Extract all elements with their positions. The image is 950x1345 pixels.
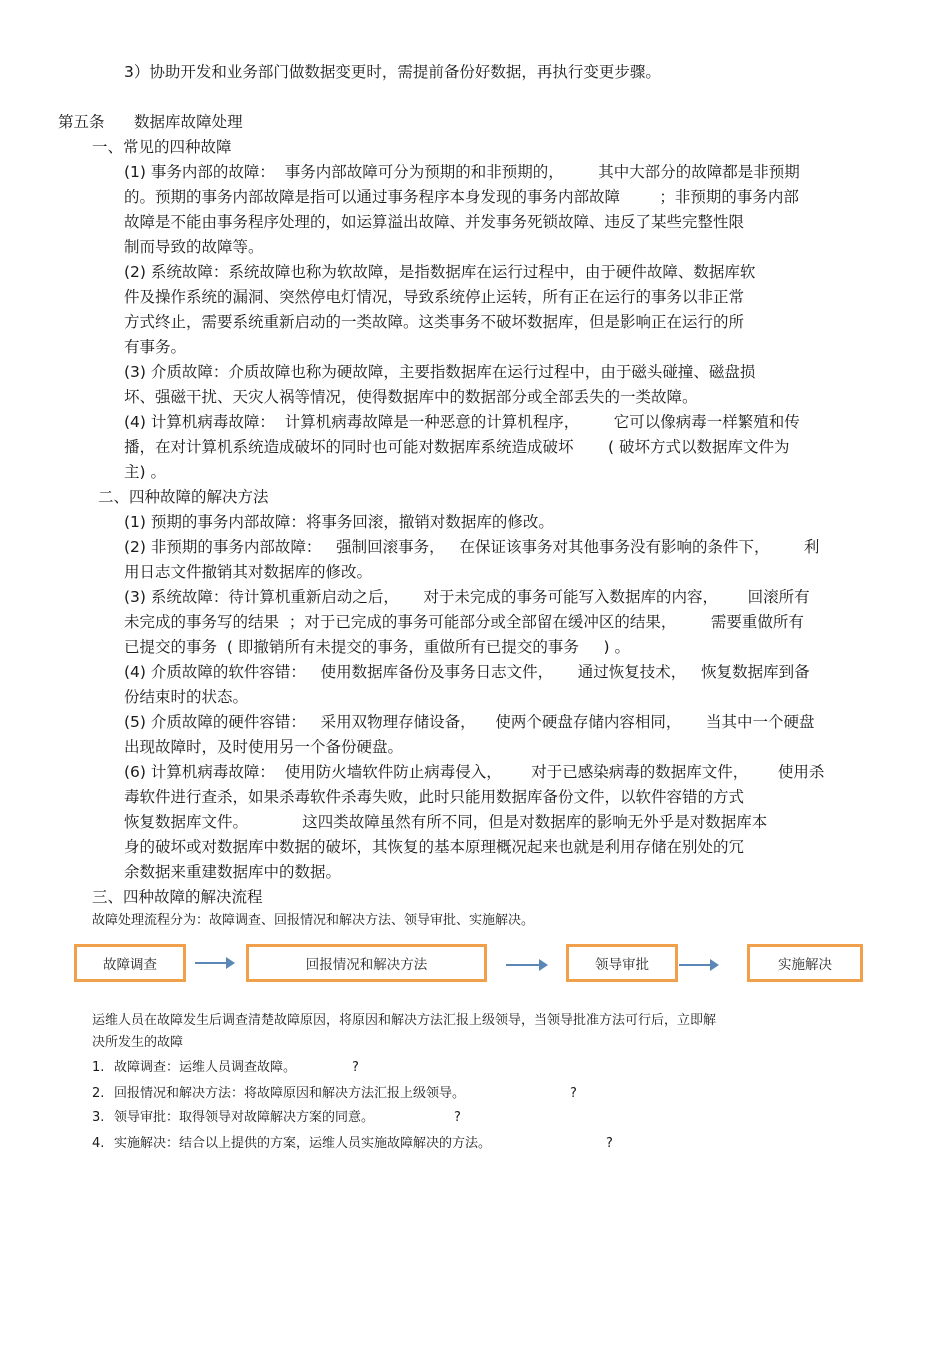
text-line: (3) 介质故障：介质故障也称为硬故障，主要指数据库在运行过程中，由于磁头碰撞、磁盘损	[124, 363, 756, 381]
step-mark: ?	[606, 1136, 613, 1151]
text-line: 未完成的事务写的结果 ；对于已完成的事务可能部分或全部留在缓冲区的结果， 需要重做所有	[124, 613, 804, 631]
step-mark: ?	[454, 1110, 461, 1125]
text-line: 方式终止，需要系统重新启动的一类故障。这类事务不破坏数据库，但是影响正在运行的所	[124, 313, 745, 331]
flow-step-investigate: 故障调查	[74, 944, 186, 982]
subsection-heading: 三、四种故障的解决流程	[92, 888, 263, 906]
text-line: 身的破坏或对数据库中数据的破坏，其恢复的基本原理概况起来也就是利用存储在别处的冗	[124, 838, 745, 856]
step-number: 1.	[92, 1060, 105, 1075]
section-heading: 第五条 数据库故障处理	[58, 113, 243, 131]
text-line: (6) 计算机病毒故障： 使用防火墙软件防止病毒侵入， 对于已感染病毒的数据库文件， 使用杀	[124, 763, 825, 781]
text-line: 的。预期的事务内部故障是指可以通过事务程序本身发现的事务内部故障 ；非预期的事务内部	[124, 188, 799, 206]
text-line: (1) 预期的事务内部故障：将事务回滚，撤销对数据库的修改。	[124, 513, 554, 531]
step-text: 故障调查：运维人员调查故障。	[114, 1060, 297, 1075]
text-line: 份结束时的状态。	[124, 688, 249, 706]
text-line: 坏、强磁干扰、天灾人祸等情况，使得数据库中的数据部分或全部丢失的一类故障。	[124, 388, 698, 406]
text-line: 恢复数据库文件。 这四类故障虽然有所不同，但是对数据库的影响无外乎是对数据库本	[124, 813, 768, 831]
text-line: 有事务。	[124, 338, 187, 356]
text-line: (2) 系统故障：系统故障也称为软故障，是指数据库在运行过程中，由于硬件故障、数据库软	[124, 263, 756, 281]
text-line: (4) 介质故障的软件容错： 使用数据库备份及事务日志文件， 通过恢复技术， 恢复数据库到备	[124, 663, 810, 681]
text-line: 故障是不能由事务程序处理的，如运算溢出故障、并发事务死锁故障、违反了某些完整性限	[124, 213, 745, 231]
text-line: 件及操作系统的漏洞、突然停电灯情况，导致系统停止运转，所有正在运行的事务以非正常	[124, 288, 745, 306]
text-line: 用日志文件撤销其对数据库的修改。	[124, 563, 373, 581]
subsection-heading: 一、常见的四种故障	[92, 138, 232, 156]
text-line: (3) 系统故障：待计算机重新启动之后， 对于未完成的事务可能写入数据库的内容， 回滚所有	[124, 588, 810, 606]
text-line: (2) 非预期的事务内部故障： 强制回滚事务， 在保证该事务对其他事务没有影响的条件下， 利	[124, 538, 820, 556]
text-line: (5) 介质故障的硬件容错： 采用双物理存储设备， 使两个硬盘存储内容相同， 当其中一个硬盘	[124, 713, 815, 731]
flow-step-implement: 实施解决	[747, 944, 863, 982]
flow-arrow-icon	[506, 958, 548, 972]
step-mark: ?	[570, 1086, 577, 1101]
step-text: 领导审批：取得领导对故障解决方案的同意。	[114, 1110, 375, 1125]
text-line: 制而导致的故障等。	[124, 238, 264, 256]
step-number: 3.	[92, 1110, 105, 1125]
summary-line: 运维人员在故障发生后调查清楚故障原因，将原因和解决方法汇报上级领导，当领导批准方法可行后，立即解	[92, 1013, 717, 1028]
text-line: (4) 计算机病毒故障： 计算机病毒故障是一种恶意的计算机程序， 它可以像病毒一样繁殖和传	[124, 413, 800, 431]
text-line: 余数据来重建数据库中的数据。	[124, 863, 342, 881]
text-line: 3）协助开发和业务部门做数据变更时，需提前备份好数据，再执行变更步骤。	[124, 63, 661, 81]
text-line: 出现故障时，及时使用另一个备份硬盘。	[124, 738, 404, 756]
text-line: (1) 事务内部的故障： 事务内部故障可分为预期的和非预期的， 其中大部分的故障都是非预期	[124, 163, 800, 181]
step-number: 2.	[92, 1086, 105, 1101]
text-line: 主) 。	[124, 463, 166, 481]
flow-arrow-icon	[679, 958, 719, 972]
step-number: 4.	[92, 1136, 105, 1151]
flow-step-report: 回报情况和解决方法	[246, 944, 487, 982]
step-mark: ?	[352, 1060, 359, 1075]
summary-line: 决所发生的故障	[92, 1035, 184, 1050]
text-line: 毒软件进行查杀，如果杀毒软件杀毒失败，此时只能用数据库备份文件，以软件容错的方式	[124, 788, 745, 806]
text-line: 播，在对计算机系统造成破坏的同时也可能对数据库系统造成破坏 ( 破坏方式以数据库文件为	[124, 438, 790, 456]
flow-step-approval: 领导审批	[566, 944, 678, 982]
subsection-heading: 二、四种故障的解决方法	[98, 488, 269, 506]
flow-arrow-icon	[195, 956, 235, 970]
step-text: 实施解决：结合以上提供的方案，运维人员实施故障解决的方法。	[114, 1136, 492, 1151]
step-text: 回报情况和解决方法：将故障原因和解决方法汇报上级领导。	[114, 1086, 466, 1101]
text-line: 已提交的事务 ( 即撤销所有未提交的事务，重做所有已提交的事务 ) 。	[124, 638, 630, 656]
flow-intro: 故障处理流程分为：故障调查、回报情况和解决方法、领导审批、实施解决。	[92, 913, 535, 928]
